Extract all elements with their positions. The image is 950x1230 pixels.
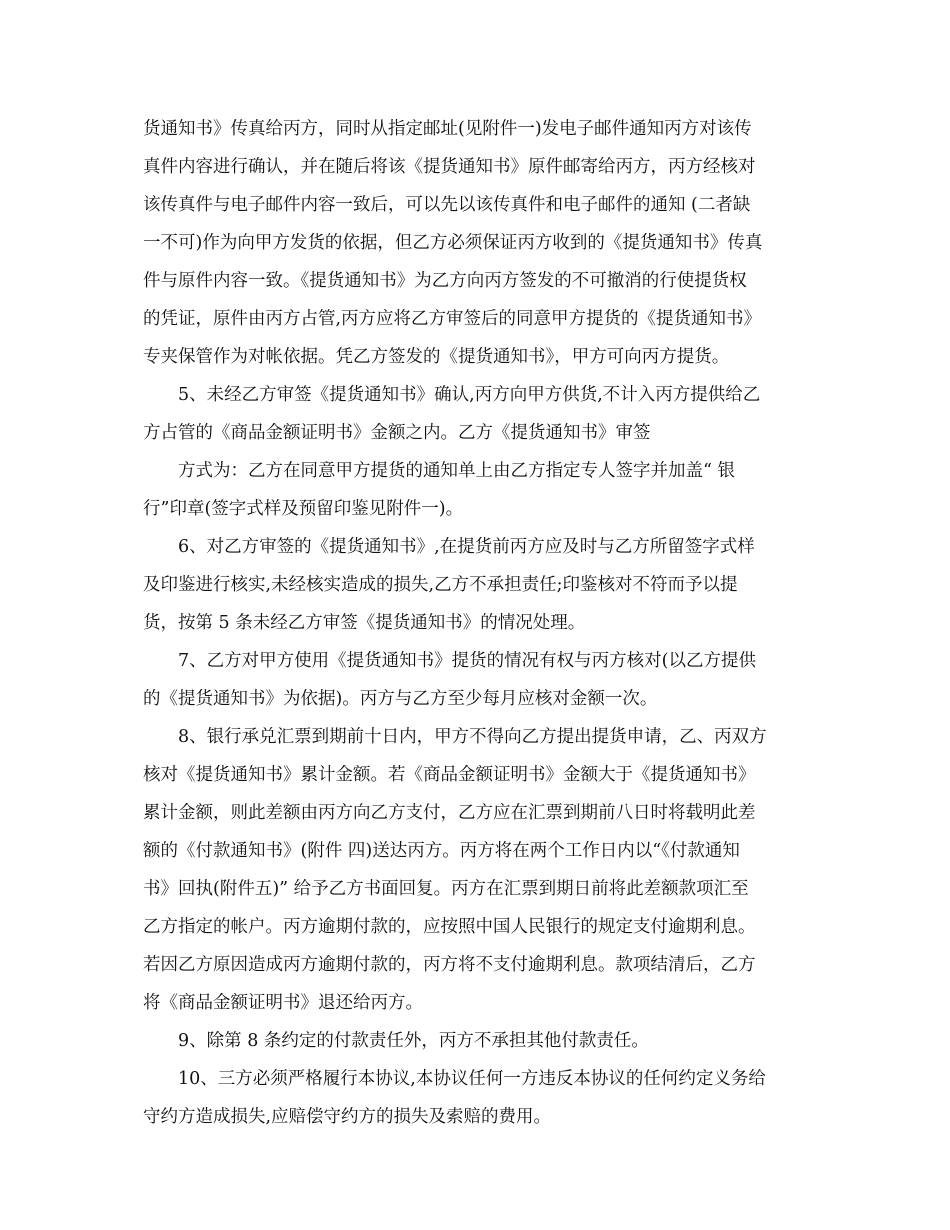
text-line: 及印鉴进行核实,未经核实造成的损失,乙方不承担责任;印鉴核对不符而予以提 [143,575,738,595]
text-line: 方占管的《商品金额证明书》金额之内。乙方《提货通知书》审签 [143,423,651,443]
text-line: 7、乙方对甲方使用《提货通知书》提货的情况有权与丙方核对(以乙方提供 [178,651,756,671]
text-line: 守约方造成损失,应赔偿守约方的损失及索赔的费用。 [143,1107,552,1127]
text-line: 核对《提货通知书》累计金额。若《商品金额证明书》金额大于《提货通知书》 [143,765,756,785]
text-line: 行”印章(签字式样及预留印鉴见附件一)。 [143,499,464,519]
paragraph [143,718,810,1022]
text-line: 的凭证，原件由丙方占管,丙方应将乙方审签后的同意甲方提货的《提货通知书》 [143,309,762,329]
paragraph [143,110,810,376]
text-line: 6、对乙方审签的《提货通知书》,在提货前丙方应及时与乙方所留签字式样 [178,537,755,557]
text-line: 方式为：乙方在同意甲方提货的通知单上由乙方指定专人签字并加盖“ 银 [178,461,736,481]
paragraph [143,1060,810,1136]
text-line: 的《提货通知书》为依据)。丙方与乙方至少每月应核对金额一次。 [143,689,658,709]
paragraph [143,528,810,642]
text-line: 货通知书》传真给丙方，同时从指定邮址(见附件一)发电子邮件通知丙方对该传 [143,119,752,139]
text-line: 货，按第 5 条未经乙方审签《提货通知书》的情况处理。 [143,613,586,633]
text-line: 真件内容进行确认，并在随后将该《提货通知书》原件邮寄给丙方，丙方经核对 [143,157,756,177]
text-line: 5、未经乙方审签《提货通知书》确认,丙方向甲方供货,不计入丙方提供给乙 [178,385,761,405]
text-line: 若因乙方原因造成丙方逾期付款的，丙方将不支付逾期利息。款项结清后，乙方 [143,955,756,975]
text-line: 件与原件内容一致。《提货通知书》为乙方向丙方签发的不可撤消的行使提货权 [143,271,747,291]
paragraph [143,452,810,528]
paragraph [143,1022,810,1060]
text-line: 额的《付款通知书》(附件 四)送达丙方。丙方将在两个工作日内以“《付款通知 [143,841,740,861]
text-line: 一不可)作为向甲方发货的依据，但乙方必须保证丙方收到的《提货通知书》传真 [143,233,763,253]
text-line: 8、银行承兑汇票到期前十日内，甲方不得向乙方提出提货申请，乙、丙双方 [178,727,767,747]
text-line: 10、三方必须严格履行本协议,本协议任何一方违反本协议的任何约定义务给 [178,1069,766,1089]
text-line: 书》回执(附件五)” 给予乙方书面回复。丙方在汇票到期日前将此差额款项汇至 [143,879,749,899]
text-line: 9、除第 8 条约定的付款责任外，丙方不承担其他付款责任。 [178,1031,649,1051]
text-line: 将《商品金额证明书》退还给丙方。 [143,993,423,1013]
text-line: 专夹保管作为对帐依据。凭乙方签发的《提货通知书》，甲方可向丙方提货。 [143,347,730,367]
document-body [143,110,810,1136]
paragraph [143,642,810,718]
text-line: 该传真件与电子邮件内容一致后，可以先以该传真件和电子邮件的通知 (二者缺 [143,195,751,215]
text-line: 累计金额，则此差额由丙方向乙方支付，乙方应在汇票到期前八日时将载明此差 [143,803,756,823]
paragraph [143,376,810,452]
text-line: 乙方指定的帐户。丙方逾期付款的，应按照中国人民银行的规定支付逾期利息。 [143,917,756,937]
